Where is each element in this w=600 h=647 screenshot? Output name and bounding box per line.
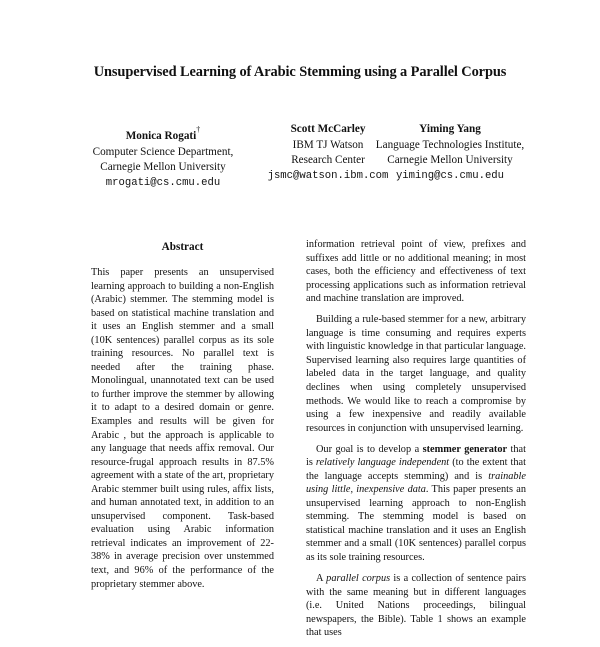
abstract-text: This paper presents an unsupervised learning approach to building a non-English (Arabic) stemmer. The stemming model is based on statistical machine translation and it uses an English stemmer and a small (10K sentences) parallel corpus as its sole training resources. No parallel text is needed after the training phase. Monolingual, unannotated text can be used to further improve the stemmer by allowing it to adapt to a desired domain or genre. Examples and results will be given for Arabic , but the approach is applicable to any language that needs affix removal. Our resource-frugal approach results in 87.5% agreement with a state of the art, proprietary Arabic stemmer built using rules, affix lists, and human annotated text, in addition to an unsupervised component. Task-based evaluation using Arabic information retrieval indicates an improvement of 22-38% in average precision over unstemmed text, and 96% of the performance of the proprietary stemmer above. xyxy=(91,267,274,590)
author-name: Scott McCarley xyxy=(290,123,366,135)
body-paragraph-goal xyxy=(306,443,526,565)
author-block-yang xyxy=(355,122,545,184)
abstract-column xyxy=(91,266,274,599)
abstract-heading: Abstract xyxy=(161,241,204,253)
body-paragraph-corpus xyxy=(306,572,526,640)
author-affiliation: IBM TJ Watson xyxy=(292,138,364,151)
author-affiliation: Research Center xyxy=(291,154,365,166)
body-paragraph: Building a rule-based stemmer for a new, arbitrary language is time consuming and requires experts with linguistic knowledge in that particular language. Supervised learning also requires large quantities of labeled data in the target language, and quality declines when using completely unsupervised methods. We would like to reach a compromise by using a few inexpensive and readily available resources in conjunction with unsupervised learning. xyxy=(306,314,526,434)
text-run: is a collection of sentence pairs with the same meaning but in different languages (i.e. United Nations proceedings, bilingual newspapers, the Bible). Table 1 shows an example that uses xyxy=(306,573,526,639)
body-column xyxy=(306,238,526,647)
author-footnote-mark: † xyxy=(196,125,201,134)
author-affiliation: Language Technologies Institute, xyxy=(375,138,525,151)
body-paragraph: information retrieval point of view, prefixes and suffixes add little or no additional meaning; in most cases, both the efficiency and effectiveness of text processing applications such as information retrieval and machine translation are improved. xyxy=(306,239,526,305)
bold-term: stemmer generator xyxy=(422,443,508,455)
author-email[interactable]: yiming@cs.cmu.edu xyxy=(395,169,505,182)
paper-title: Unsupervised Learning of Arabic Stemming using a Parallel Corpus xyxy=(93,64,507,80)
author-email[interactable]: mrogati@cs.cmu.edu xyxy=(105,176,221,189)
text-run: (to the extent that the language accepts stemming) and is xyxy=(306,457,526,482)
text-run: A xyxy=(316,573,327,585)
author-affiliation: Carnegie Mellon University xyxy=(387,154,513,166)
author-affiliation: Carnegie Mellon University xyxy=(100,161,226,173)
italic-term: parallel corpus xyxy=(326,573,391,585)
author-name: Yiming Yang xyxy=(419,123,481,135)
text-run: that is xyxy=(306,443,526,469)
author-affiliation: Computer Science Department, xyxy=(92,145,234,158)
italic-term: relatively language independent xyxy=(315,457,450,469)
author-name: Monica Rogati xyxy=(125,130,197,142)
text-run: Our goal is to develop a xyxy=(316,443,423,455)
text-run: . This paper presents an unsupervised learning approach to non-English stemming. The stemming model is based on statistical machine translation and it uses an English stemmer and a small (10K sentences) parallel corpus as its sole training resources. xyxy=(306,484,526,564)
author-email[interactable]: jsmc@watson.ibm.com xyxy=(267,169,389,182)
italic-term: trainable using little, inexpensive data xyxy=(306,470,526,496)
